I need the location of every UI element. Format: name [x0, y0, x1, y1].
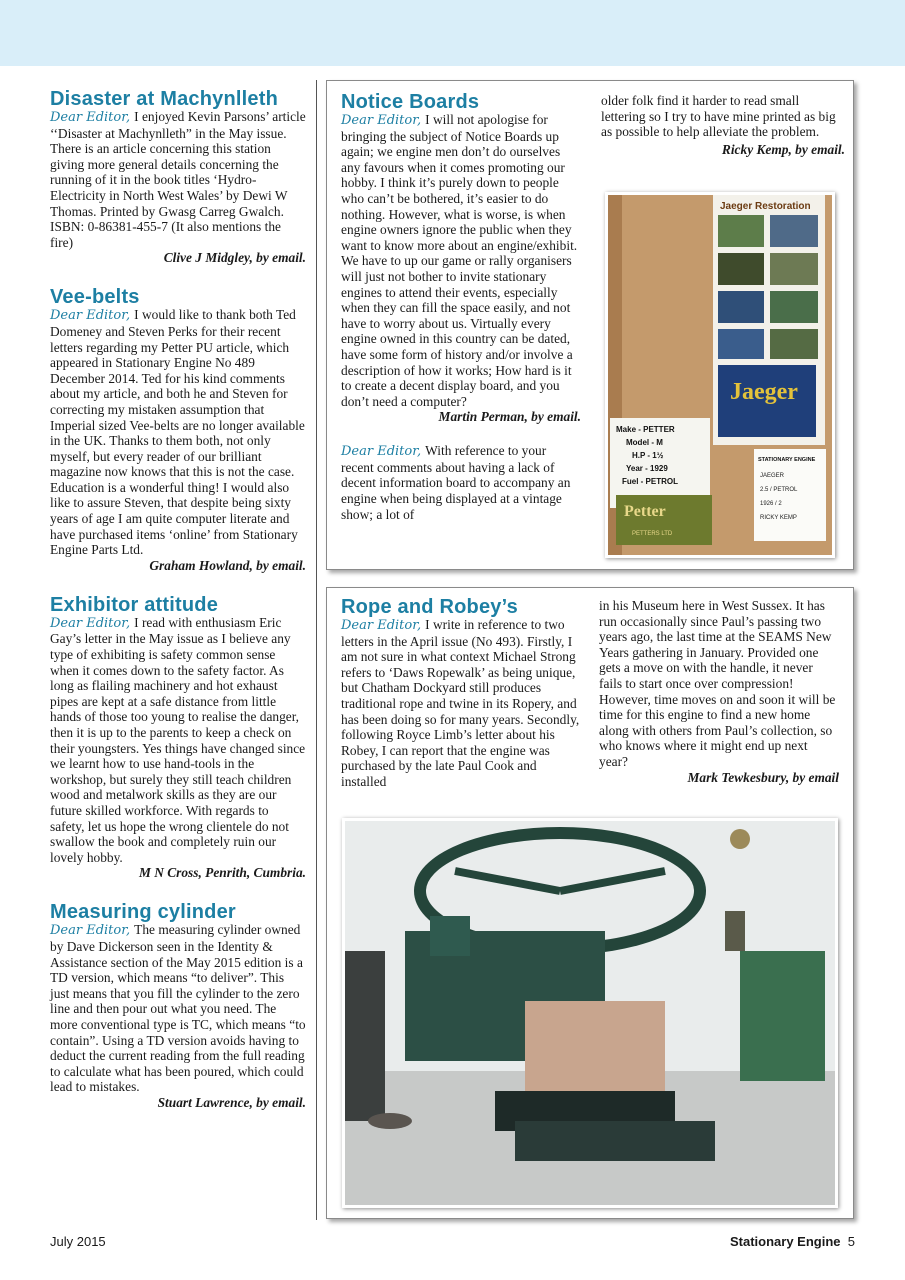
- salutation: Dear Editor,: [50, 308, 131, 324]
- spec-title: STATIONARY ENGINE: [758, 457, 816, 463]
- notice-board-photo: [605, 192, 835, 558]
- magazine-name: Stationary Engine: [730, 1234, 841, 1249]
- headline: Disaster at Machynlleth: [50, 88, 279, 110]
- engine-illustration: [345, 821, 835, 1205]
- top-color-band: [0, 0, 905, 66]
- petter-banner: Petter: [624, 503, 666, 520]
- footer-date: July 2015: [50, 1234, 106, 1249]
- salutation: Dear Editor,: [50, 110, 131, 125]
- letter-body: Dear Editor, The measuring cylinder owned by Dave Dickerson seen in the Identity & Assistance section of the May 2015 edition is a TD version, which means “to deliver”. This just means that you fill the cylinder to the zero line and then pour out what you need. The more conventional type is TC, which means “to contain”. Using a TD version avoids having to deduct the current reading from the full reading to calculate what has been poured, which could lead to mistakes.: [50, 922, 306, 1095]
- signature: M N Cross, Penrith, Cumbria.: [138, 865, 306, 881]
- rope-robeys-box: [326, 587, 854, 1219]
- board-logo: Jaeger: [730, 379, 798, 405]
- letter-measuring: [50, 903, 306, 1111]
- signature: Graham Howland, by email.: [149, 557, 306, 573]
- footer-masthead: [730, 1234, 855, 1249]
- letter-body-continued: in his Museum here in West Sussex. It has run occasionally since Paul’s passing two years ago, the last time at the SEAMS New Years gathering in January. Provided one gets a move on with the handle, it never fails to start once over compression! However, time moves on and soon it will be time for this engine to find a new home along with others from Paul’s collection, so who knows where it might end up next year?: [599, 598, 836, 769]
- make-line-5: Fuel - PETROL: [622, 477, 678, 486]
- headline: Measuring cylinder: [50, 901, 236, 924]
- headline: Rope and Robey’s: [341, 596, 518, 618]
- letter-body: Dear Editor, I write in reference to two letters in the April issue (No 493). Firstly, I am not sure in what context Michael Strong refers to ‘Daws Ropewalk’ as being unique, but Chatham Dockyard still produces traditional rope and twine in its Ropery, and has been doing so for many years. Secondly, following Royce Limb’s letter about his Robey, I can report that the engine was purchased by the late Paul Cook and installed: [341, 617, 580, 789]
- board-header: Jaeger Restoration: [720, 201, 811, 212]
- make-line-3: H.P - 1½: [632, 451, 664, 460]
- signature: Ricky Kemp, by email.: [721, 141, 845, 157]
- headline: Notice Boards: [341, 91, 480, 113]
- letter-body-2: Dear Editor, With reference to your recent comments about having a lack of decent information board to accompany an engine when being displayed at a vintage show; a lot of: [341, 443, 571, 522]
- salutation: Dear Editor,: [341, 444, 422, 460]
- left-column: [50, 90, 306, 1133]
- rope-col-1: [341, 598, 581, 790]
- signature: Mark Tewkesbury, by email: [687, 769, 839, 785]
- letter-exhibitor: [50, 593, 306, 882]
- signature: Clive J Midgley, by email.: [163, 250, 306, 266]
- salutation: Dear Editor,: [50, 615, 131, 631]
- letter-body: Dear Editor, I will not apologise for bringing the subject of Notice Boards up again; we engine men don’t do ourselves any favours when it comes promoting our hobby. I think it’s purely down to people who can’t be bothered, it’s easier to do nothing. However, what is worse, is when engine owners ignore the public when they want to know more about an engine/exhibit. We have to up our game or rally organisers will just not bother to invite stationary engines to attend their events, especially when they can fill the space easily, and not have to worry about us. Virtually every engine owned in this country can be dated, have some form of history and/or involve a description of how it works; How hard is it to create a decent display board, and you don’t need a computer?: [341, 112, 578, 409]
- engine-photo: [342, 818, 838, 1208]
- salutation: Dear Editor,: [341, 618, 422, 633]
- signature: Martin Perman, by email.: [438, 409, 581, 425]
- letter-body-continued: older folk find it harder to read small lettering so I try to have mine printed as big as possible to help alleviate the problem.: [601, 93, 836, 140]
- spec-row-1: JAEGER: [760, 473, 785, 479]
- petter-ltd: PETTERS LTD: [632, 531, 673, 537]
- make-line-2: Model - M: [626, 438, 663, 447]
- notice-col-2: [601, 93, 845, 158]
- make-line-1: Make - PETTER: [616, 425, 675, 434]
- salutation: Dear Editor,: [341, 113, 422, 128]
- letter-body: Dear Editor, I read with enthusiasm Eric Gay’s letter in the May issue as I believe any type of exhibiting is safety common sense when it comes down to the safety factor. As long as flailing machinery and hot exhaust pipes are kept at a safe distance from little hands of those too young to realise the danger, then it is up to the parents to keep a check on their youngsters. Yes things have changed since we learnt how to use hand-tools in the workshop, but surely they still teach children wood and metalwork skills as they are our future skilled workforce. With regards to safety, let us hope the wrong clientele do not swallow the book and completely ruin our lovely hobby.: [50, 614, 306, 865]
- column-divider: [316, 80, 317, 1220]
- letter-body: Dear Editor, I enjoyed Kevin Parsons’ article ‘‘Disaster at Machynlleth” in the May issue. There is an article concerning this station giving more general details concerning the running of it in the book titles ‘Hydro-Electricity in North West Wales’ by Dewi W Thomas. Printed by Gwasg Carreg Gwalch. ISBN: 0-86381-455-7 (It also mentions the fire): [50, 109, 306, 250]
- headline: Vee-belts: [50, 286, 140, 309]
- headline: Exhibitor attitude: [50, 593, 219, 616]
- spec-row-2: 2.5 / PETROL: [760, 487, 798, 493]
- signature: Stuart Lawrence, by email.: [157, 1094, 306, 1110]
- spec-row-4: RICKY KEMP: [760, 515, 797, 521]
- letter-disaster: [50, 90, 306, 266]
- notice-board-illustration: [608, 195, 832, 555]
- notice-boards-box: [326, 80, 854, 570]
- rope-col-2: [599, 598, 839, 786]
- salutation: Dear Editor,: [50, 923, 131, 939]
- notice-col-1: [341, 93, 581, 522]
- page-number: 5: [847, 1234, 855, 1249]
- letter-veebelts: [50, 288, 306, 574]
- make-line-4: Year - 1929: [626, 464, 668, 473]
- letter-body: Dear Editor, I would like to thank both Ted Domeney and Steven Perks for their recent letters regarding my Petter PU article, which appeared in Stationary Engine No 489 December 2014. Ted for his kind comments about my article, and both he and Steven for correcting my mistaken assumption that Imperial sized Vee-belts are no longer available in the UK. Thanks to them both, not only myself, but every reader of our brilliant magazine now knows that this is not the case. Education is a wonderful thing! I would also like to assure Steven, that despite being sixty years of age I am quite computer literate and have purchased items ‘online’ from Stationary Engine Parts Ltd.: [50, 307, 305, 558]
- spec-row-3: 1926 / 2: [760, 501, 782, 507]
